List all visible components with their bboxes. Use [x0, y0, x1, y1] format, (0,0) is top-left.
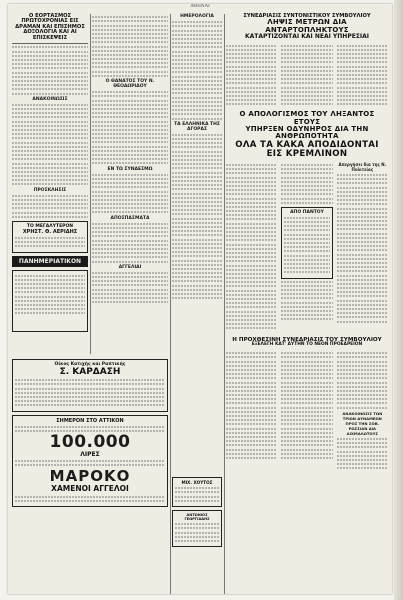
top-headline: ΣΥΝΕΔΡΙΑΣΙΣ ΣΥΝΤΟΝΙΣΤΙΚΟΥ ΣΥΜΒΟΥΛΙΟΥ	[243, 13, 371, 19]
article-text	[281, 42, 332, 107]
section-heading: Απεργήσει δια της Ν. Πολιτείας	[338, 161, 387, 172]
small-ads	[172, 474, 222, 547]
article-text	[92, 223, 168, 263]
article-text	[226, 42, 277, 107]
mid-headline-3: ΟΛΑ ΤΑ ΚΑΚΑ ΑΠΟΔΙΔΟΝΤΑΙ ΕΙΣ ΚΡΕΜΛΙΝΟΝ	[235, 139, 379, 159]
ad-subtitle: ΧΑΜΕΝΟΙ ΑΓΓΕΛΟΙ	[51, 484, 129, 494]
text-columns	[226, 350, 388, 472]
article-text	[337, 352, 388, 408]
section-heading: Ο ΘΑΝΑΤΟΣ ΤΟΥ Ν. ΘΕΟΔΩΡΙΔΟΥ	[105, 79, 155, 89]
ad-text	[15, 426, 165, 432]
article-text	[226, 164, 277, 329]
column	[337, 350, 388, 472]
ad-box	[12, 270, 88, 332]
section-heading: ΗΜΕΡΟΛΟΓΙΑ	[180, 14, 214, 19]
section-heading: ΑΓΓΕΛΙΑΙ	[118, 264, 142, 270]
article-text	[12, 104, 88, 186]
ad-heading: ΣΗΜΕΡΟΝ ΣΤΟ ΑΤΤΙΚΟΝ	[56, 417, 124, 424]
page-edge	[394, 0, 403, 600]
text-columns	[226, 162, 388, 332]
article-text	[92, 174, 168, 214]
ad-text	[15, 460, 165, 466]
column-rule	[224, 14, 225, 594]
column	[337, 162, 388, 332]
ad-text	[175, 523, 219, 542]
article-text	[281, 281, 332, 321]
ad-name: ΜΙΧ. ΧΟΥΤΟΣ	[181, 480, 213, 485]
ad-text	[15, 275, 85, 315]
center-left-column	[92, 14, 168, 305]
column-rule	[170, 14, 171, 594]
top-headline-2: ΛΗΨΙΣ ΜΕΤΡΩΝ ΔΙΑ ΑΝΤΑΡΤΟΠΛΗΚΤΟΥΣ	[265, 18, 349, 34]
article-text	[284, 217, 329, 273]
article-text	[226, 350, 277, 472]
news-box	[281, 207, 332, 279]
ad-sub: ΛΙΡΕΣ	[80, 451, 100, 459]
ad-text	[15, 496, 165, 502]
ad-number: 100.000	[49, 432, 131, 453]
section-heading: ΑΝΑΚΟΙΝΩΣΙΣ ΤΩΝ ΤΡΙΩΝ ΔΥΝΑΜΕΩΝ ΠΡΟΣ ΤΗΝ ΣΟΒ. ΡΩΣΣΙΑΝ ΔΙΑ ΑΙΧΜΑΛΩΤΟΥΣ	[342, 410, 383, 436]
section-heading: ΤΑ ΕΛΛΗΝΙΚΑ ΤΗΣ ΑΓΟΡΑΣ	[174, 121, 220, 132]
column-rule	[90, 14, 91, 354]
article-text	[92, 91, 168, 164]
article-text	[92, 16, 168, 77]
center-column	[172, 14, 222, 301]
left-headline: Ο ΕΟΡΤΑΣΜΟΣ ΠΡΩΤΟΧΡΟΝΙΑΣ ΕΙΣ ΔΡΑΜΑΝ ΚΑΙ ΕΠΙΣΗΜΟΣ ΔΟΞΟΛΟΓΙΑ ΚΑΙ ΑΙ ΕΠΙΣΚΕΨΕΙΣ	[15, 13, 85, 41]
ad-box	[12, 359, 168, 412]
article-text	[172, 134, 222, 299]
ad-title: ΜΑΡΟΚΟ	[49, 466, 131, 485]
bottom-subheadline: ΕΞΕΛΕΓΗ ΚΑΤ' ΑΥΤΗΝ ΤΟ ΝΕΟΝ ΠΡΟΕΔΡΕΙΟΝ	[251, 342, 363, 348]
article-text	[12, 46, 88, 94]
article-text	[92, 272, 168, 303]
section-heading: ΠΡΟΣΚΛΗΣΙΣ	[33, 187, 67, 193]
column	[226, 162, 277, 332]
divider	[12, 43, 88, 44]
column	[281, 162, 332, 332]
section-heading: ΕΝ ΤΩ ΣΥΝΔΕΣΜΩ	[107, 166, 153, 172]
ad-name: ΧΡΗΣΤ. Θ. ΑΕΡΙΔΗΣ	[22, 228, 78, 235]
ad-heading: Οίκος Κατιχής και Ραπτικής	[54, 362, 126, 367]
article-text	[337, 438, 388, 469]
section-heading: ΑΝΑΚΟΙΝΩΣΙΣ	[32, 96, 68, 102]
left-column	[12, 14, 88, 332]
ad-box	[172, 510, 222, 547]
ad-text	[15, 379, 165, 406]
article-text	[337, 174, 388, 323]
cinema-ad	[12, 415, 168, 507]
box-heading: ΑΠΟ ΠΑΝΤΟΥ	[290, 209, 324, 215]
right-main	[226, 14, 388, 472]
newspaper-page	[8, 4, 392, 594]
ad-text	[175, 487, 219, 502]
ad-heading: ΤΟ ΜΕΓΑΛΥΤΕΡΟΝ	[26, 223, 74, 229]
article-text	[337, 42, 388, 107]
mid-headline-2: ΥΠΗΡΞΕΝ ΟΔΥΝΗΡΟΣ ΔΙΑ ΤΗΝ ΑΝΘΡΩΠΟΤΗΤΑ	[245, 125, 369, 141]
bottom-headline: Η ΠΡΟΧΘΕΣΙΝΗ ΣΥΝΕΔΡΙΑΣΙΣ ΤΟΥ ΣΥΜΒΟΥΛΙΟΥ	[232, 336, 382, 343]
ad-box	[12, 221, 88, 253]
article-text	[12, 195, 88, 218]
ad-name: Σ. ΚΑΡΔΑΣΗ	[59, 367, 121, 377]
ad-box	[172, 477, 222, 507]
text-columns	[226, 42, 388, 107]
wide-ad	[12, 356, 168, 507]
ad-name: ΑΝΤΩΝΙΟΣ ΓΕΩΡΓΙΑΔΗΣ	[184, 512, 210, 521]
article-text	[281, 350, 332, 472]
ad-banner: ΠΑΝΗΜΕΡΙΑΤΙΚΟΝ	[12, 256, 88, 267]
article-text	[281, 164, 332, 204]
mid-headline: Ο ΑΠΟΛΟΓΙΣΜΟΣ ΤΟΥ ΛΗΞΑΝΤΟΣ ΕΤΟΥΣ	[239, 110, 375, 126]
article-text	[172, 21, 222, 119]
top-headline-3: ΚΑΤΑΡΤΙΖΟΝΤΑΙ ΚΑΙ ΝΕΑΙ ΥΠΗΡΕΣΙΑΙ	[244, 33, 370, 41]
masthead: ΑΘΗΝΑΙ	[190, 4, 210, 9]
ad-text	[15, 237, 85, 247]
section-heading: ΑΠΟΣΠΑΣΜΑΤΑ	[110, 215, 150, 221]
